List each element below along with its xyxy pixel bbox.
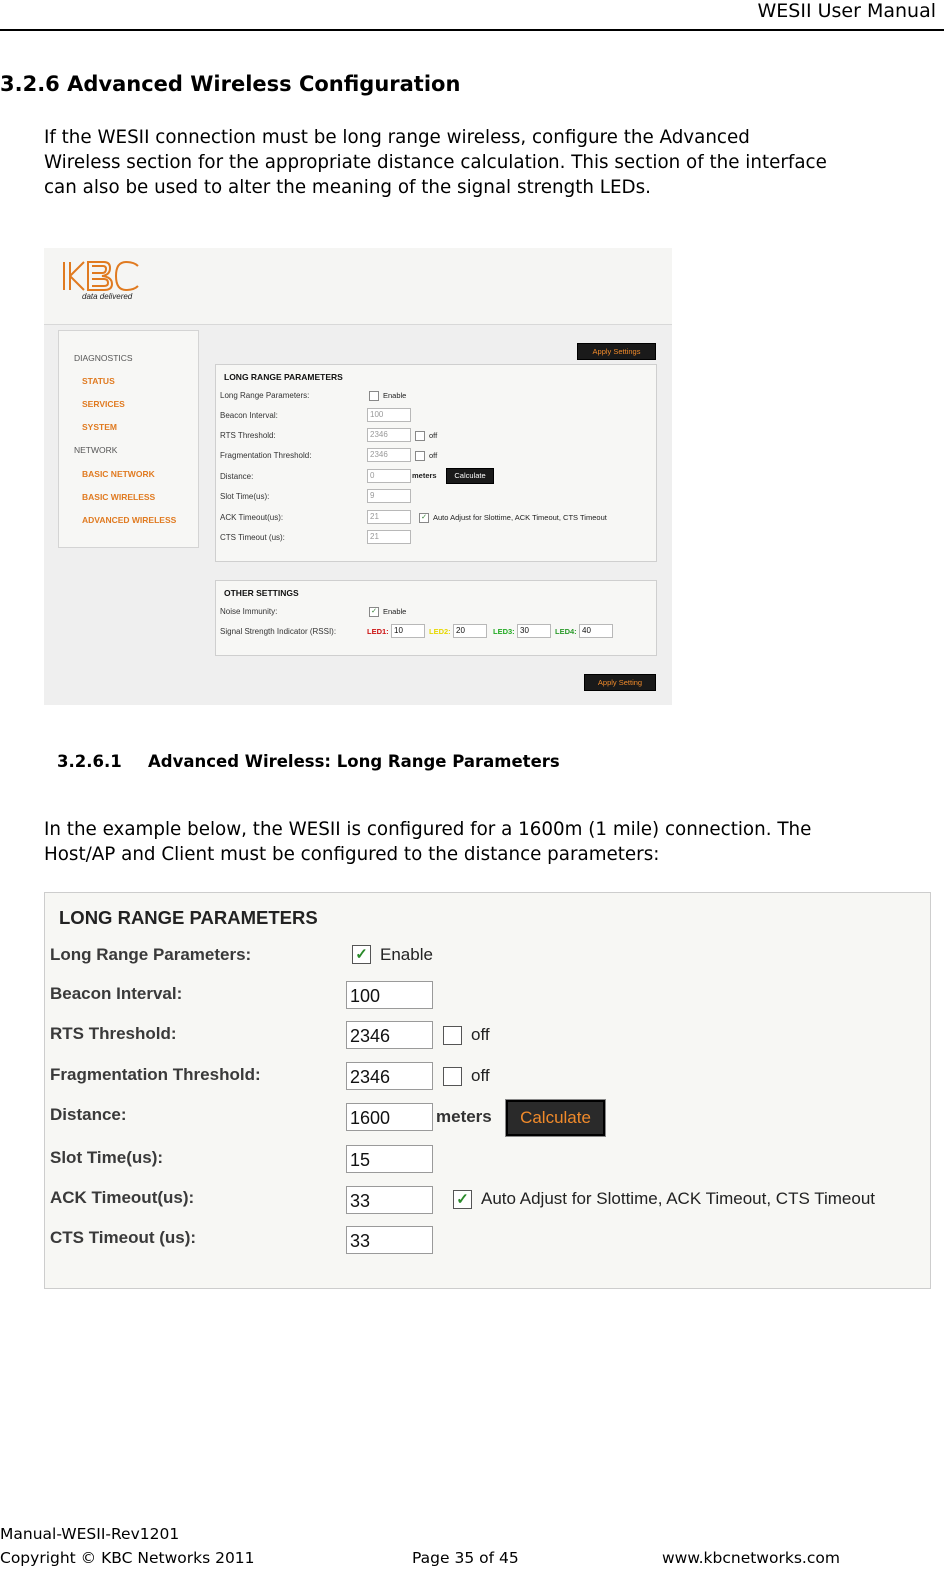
slot-time-label-large: Slot Time(us): (50, 1148, 164, 1167)
led4-label: LED4: (555, 627, 577, 636)
intro-line-1: If the WESII connection must be long range wireless, configure the Advanced (44, 127, 750, 148)
led3-input[interactable]: 30 (517, 624, 551, 638)
footer-manual-rev: Manual-WESII-Rev1201 (0, 1525, 180, 1543)
frag-threshold-input[interactable]: 2346 (367, 448, 411, 462)
noise-immunity-checkbox[interactable]: ✓ (369, 607, 379, 617)
rts-threshold-label-large: RTS Threshold: (50, 1024, 177, 1043)
subsection-line-2: Host/AP and Client must be configured to the distance parameters: (44, 844, 660, 865)
distance-label: Distance: (220, 472, 254, 481)
long-range-params-label: Long Range Parameters: (220, 391, 310, 400)
frag-off-checkbox[interactable] (415, 451, 425, 461)
rts-threshold-label: RTS Threshold: (220, 431, 276, 440)
subsection-title: Advanced Wireless: Long Range Parameters (148, 752, 560, 771)
footer-website[interactable]: www.kbcnetworks.com (662, 1549, 840, 1567)
nav-item-system[interactable]: SYSTEM (82, 422, 117, 432)
logo-tagline: data delivered (82, 292, 133, 301)
rts-off-checkbox-large[interactable] (443, 1026, 462, 1045)
long-range-enable-label: Enable (383, 391, 407, 400)
ack-timeout-label: ACK Timeout(us): (220, 513, 284, 522)
ack-timeout-input[interactable]: 21 (367, 510, 411, 524)
nav-item-basic-network[interactable]: BASIC NETWORK (82, 469, 155, 479)
beacon-interval-input-large[interactable]: 100 (346, 981, 433, 1009)
frag-threshold-label-large: Fragmentation Threshold: (50, 1065, 261, 1084)
beacon-interval-label-large: Beacon Interval: (50, 984, 183, 1003)
sidebar-nav (58, 330, 199, 548)
cts-timeout-input[interactable]: 21 (367, 530, 411, 544)
intro-line-3: can also be used to alter the meaning of the signal strength LEDs. (44, 177, 651, 198)
nav-item-basic-wireless[interactable]: BASIC WIRELESS (82, 492, 156, 502)
nav-heading-network: NETWORK (74, 445, 118, 455)
led2-label: LED2: (429, 627, 451, 636)
nav-item-advanced-wireless[interactable]: ADVANCED WIRELESS (82, 515, 177, 525)
calculate-button-large[interactable]: Calculate (506, 1100, 605, 1136)
rts-off-label: off (429, 431, 438, 440)
beacon-interval-label: Beacon Interval: (220, 411, 278, 420)
rts-threshold-input[interactable]: 2346 (367, 428, 411, 442)
led2-input[interactable]: 20 (453, 624, 487, 638)
frag-off-checkbox-large[interactable] (443, 1067, 462, 1086)
noise-immunity-enable-label: Enable (383, 607, 407, 616)
intro-line-2: Wireless section for the appropriate distance calculation. This section of the interface (44, 152, 827, 173)
other-settings-panel (215, 580, 657, 656)
beacon-interval-input[interactable]: 100 (367, 408, 411, 422)
distance-input-large[interactable]: 1600 (346, 1103, 433, 1131)
distance-label-large: Distance: (50, 1105, 127, 1124)
nav-item-services[interactable]: SERVICES (82, 399, 125, 409)
long-range-title: LONG RANGE PARAMETERS (224, 372, 343, 382)
apply-settings-button[interactable]: Apply Settings (577, 343, 656, 360)
frag-off-label: off (429, 451, 438, 460)
subsection-line-1: In the example below, the WESII is configured for a 1600m (1 mile) connection. The (44, 819, 812, 840)
long-range-enable-label-large: Enable (380, 945, 433, 964)
frag-off-label-large: off (471, 1066, 490, 1085)
ack-timeout-label-large: ACK Timeout(us): (50, 1188, 195, 1207)
rssi-label: Signal Strength Indicator (RSSI): (220, 627, 337, 636)
subsection-number: 3.2.6.1 (57, 752, 122, 771)
led3-label: LED3: (493, 627, 515, 636)
long-range-panel (215, 364, 657, 562)
auto-adjust-label: Auto Adjust for Slottime, ACK Timeout, CTS Timeout (433, 513, 607, 522)
rts-off-label-large: off (471, 1025, 490, 1044)
led1-label: LED1: (367, 627, 389, 636)
calculate-button[interactable]: Calculate (446, 468, 494, 484)
long-range-params-label-large: Long Range Parameters: (50, 945, 252, 964)
slot-time-label: Slot Time(us): (220, 492, 270, 501)
auto-adjust-label-large: Auto Adjust for Slottime, ACK Timeout, CTS Timeout (481, 1189, 875, 1208)
long-range-title-large: LONG RANGE PARAMETERS (59, 907, 318, 928)
auto-adjust-checkbox-large[interactable]: ✓ (453, 1190, 472, 1209)
cts-timeout-label: CTS Timeout (us): (220, 533, 285, 542)
meters-label: meters (412, 471, 437, 480)
apply-setting-button[interactable]: Apply Setting (584, 674, 656, 691)
noise-immunity-label: Noise Immunity: (220, 607, 278, 616)
header-rule (0, 29, 944, 31)
nav-item-status[interactable]: STATUS (82, 376, 115, 386)
header-title: WESII User Manual (757, 0, 936, 22)
long-range-enable-checkbox-large[interactable]: ✓ (352, 945, 371, 964)
frag-threshold-input-large[interactable]: 2346 (346, 1062, 433, 1090)
rts-threshold-input-large[interactable]: 2346 (346, 1021, 433, 1049)
rts-off-checkbox[interactable] (415, 431, 425, 441)
footer-copyright: Copyright © KBC Networks 2011 (0, 1549, 255, 1567)
slot-time-input-large[interactable]: 15 (346, 1145, 433, 1173)
cts-timeout-input-large[interactable]: 33 (346, 1226, 433, 1254)
ack-timeout-input-large[interactable]: 33 (346, 1186, 433, 1214)
auto-adjust-checkbox[interactable]: ✓ (419, 513, 429, 523)
nav-heading-diagnostics: DIAGNOSTICS (74, 353, 133, 363)
long-range-parameters-screenshot (44, 892, 931, 1289)
frag-threshold-label: Fragmentation Threshold: (220, 451, 312, 460)
distance-input[interactable]: 0 (367, 469, 411, 483)
meters-label-large: meters (436, 1107, 492, 1126)
led4-input[interactable]: 40 (579, 624, 613, 638)
slot-time-input[interactable]: 9 (367, 489, 411, 503)
other-settings-title: OTHER SETTINGS (224, 588, 299, 598)
advanced-wireless-screenshot (44, 248, 672, 705)
section-title: 3.2.6 Advanced Wireless Configuration (0, 72, 461, 96)
long-range-enable-checkbox[interactable] (369, 391, 379, 401)
footer-page-number: Page 35 of 45 (412, 1549, 519, 1567)
led1-input[interactable]: 10 (391, 624, 425, 638)
cts-timeout-label-large: CTS Timeout (us): (50, 1228, 197, 1247)
